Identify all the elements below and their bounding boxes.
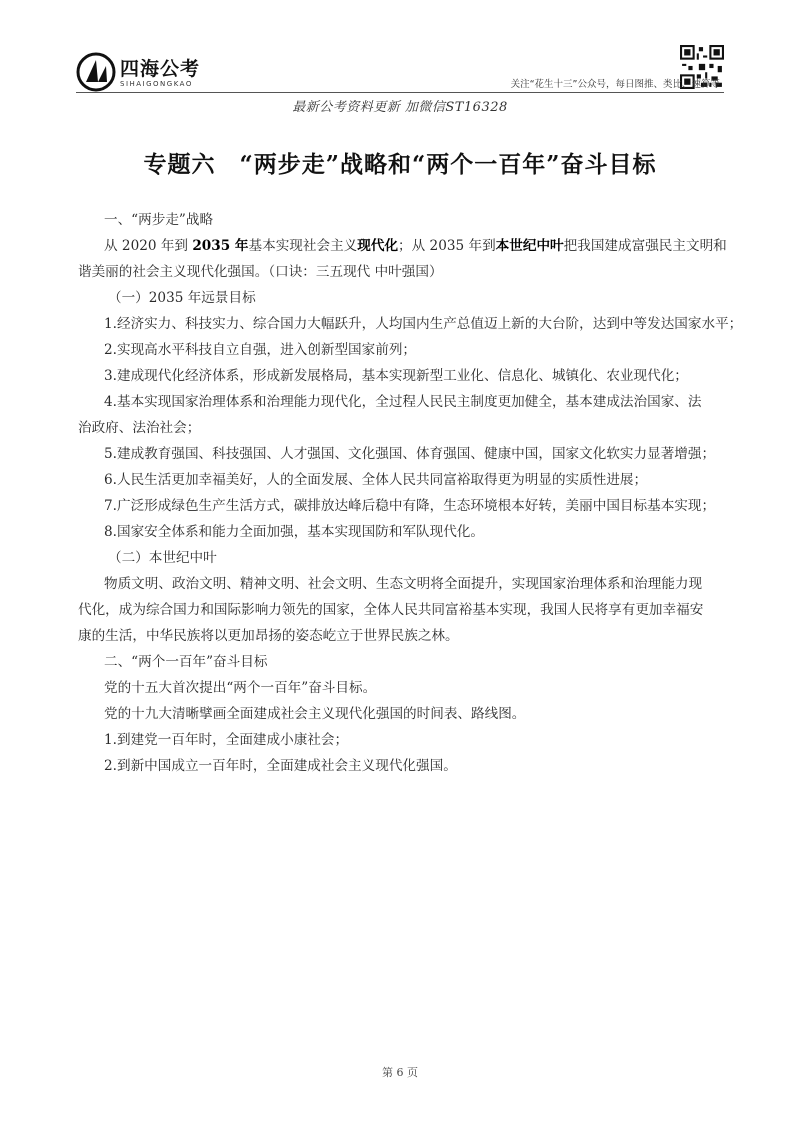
body-text: 把我国建成富强民主文明和 bbox=[563, 238, 727, 254]
list-item: 2.实现高水平科技自立自强，进入创新型国家前列； bbox=[104, 342, 417, 358]
logo-icon bbox=[76, 52, 116, 92]
document-body bbox=[78, 207, 743, 779]
body-text: 从 2020 年到 bbox=[104, 238, 193, 254]
section-paragraph: 党的十九大清晰擘画全面建成社会主义现代化强国的时间表、路线图。 bbox=[104, 706, 526, 722]
section-paragraph: 物质文明、政治文明、精神文明、社会文明、生态文明将全面提升，实现国家治理体系和治理能力现 bbox=[104, 576, 703, 592]
list-item: 4.基本实现国家治理体系和治理能力现代化，全过程人民民主制度更加健全，基本建成法治国家、法 bbox=[104, 394, 702, 410]
body-text: ；从 2035 年到 bbox=[398, 238, 496, 254]
logo-name: 四海公考 bbox=[120, 58, 201, 80]
emphasis-text: 现代化 bbox=[357, 238, 399, 254]
section-paragraph: 代化，成为综合国力和国际影响力领先的国家，全体人民共同富裕基本实现，我国人民将享有更加幸福安 bbox=[78, 602, 704, 618]
header-note: 关注“花生十三”公众号，每日图推、类比、速算等 bbox=[510, 79, 720, 90]
update-notice: 最新公考资料更新 加微信ST16328 bbox=[292, 100, 508, 115]
body-text: 基本实现社会主义 bbox=[248, 238, 358, 254]
page-number: 第 6 页 bbox=[382, 1066, 418, 1079]
header-divider bbox=[76, 92, 724, 93]
subsection-heading: （二）本世纪中叶 bbox=[108, 550, 217, 566]
list-item: 6.人民生活更加幸福美好，人的全面发展、全体人民共同富裕取得更为明显的实质性进展； bbox=[104, 472, 648, 488]
section-paragraph: 康的生活，中华民族将以更加昂扬的姿态屹立于世界民族之林。 bbox=[78, 628, 459, 644]
emphasis-text: 本世纪中叶 bbox=[495, 238, 564, 254]
list-item: 2.到新中国成立一百年时，全面建成社会主义现代化强国。 bbox=[104, 758, 457, 774]
list-item: 1.经济实力、科技实力、综合国力大幅跃升，人均国内生产总值迈上新的大台阶，达到中等发达国家水平； bbox=[104, 316, 743, 332]
list-item: 5.建成教育强国、科技强国、人才强国、文化强国、体育强国、健康中国，国家文化软实力显著增强； bbox=[104, 446, 716, 462]
page-header bbox=[0, 0, 800, 120]
logo-subtitle: SIHAIGONGKAO bbox=[120, 80, 193, 88]
list-item: 治政府、法治社会； bbox=[78, 420, 201, 436]
subsection-heading: （一）2035 年远景目标 bbox=[108, 290, 256, 306]
list-item: 8.国家安全体系和能力全面加强，基本实现国防和军队现代化。 bbox=[104, 524, 484, 540]
section-paragraph: 党的十五大首次提出“两个一百年”奋斗目标。 bbox=[104, 680, 377, 696]
list-item: 3.建成现代化经济体系，形成新发展格局，基本实现新型工业化、信息化、城镇化、农业现代化； bbox=[104, 368, 688, 384]
section-paragraph bbox=[104, 233, 727, 259]
list-item: 7.广泛形成绿色生产生活方式，碳排放达峰后稳中有降，生态环境根本好转，美丽中国目标基本实现； bbox=[104, 498, 716, 514]
page-title: 专题六 “两步走”战略和“两个一百年”奋斗目标 bbox=[143, 151, 657, 178]
brand-logo bbox=[76, 52, 206, 94]
section-paragraph: 谐美丽的社会主义现代化强国。（口诀：三五现代 中叶强国） bbox=[78, 264, 443, 280]
section-heading: 二、“两个一百年”奋斗目标 bbox=[104, 654, 268, 670]
section-heading: 一、“两步走”战略 bbox=[104, 212, 214, 228]
emphasis-text: 2035 年 bbox=[192, 238, 249, 254]
list-item: 1.到建党一百年时，全面建成小康社会； bbox=[104, 732, 349, 748]
